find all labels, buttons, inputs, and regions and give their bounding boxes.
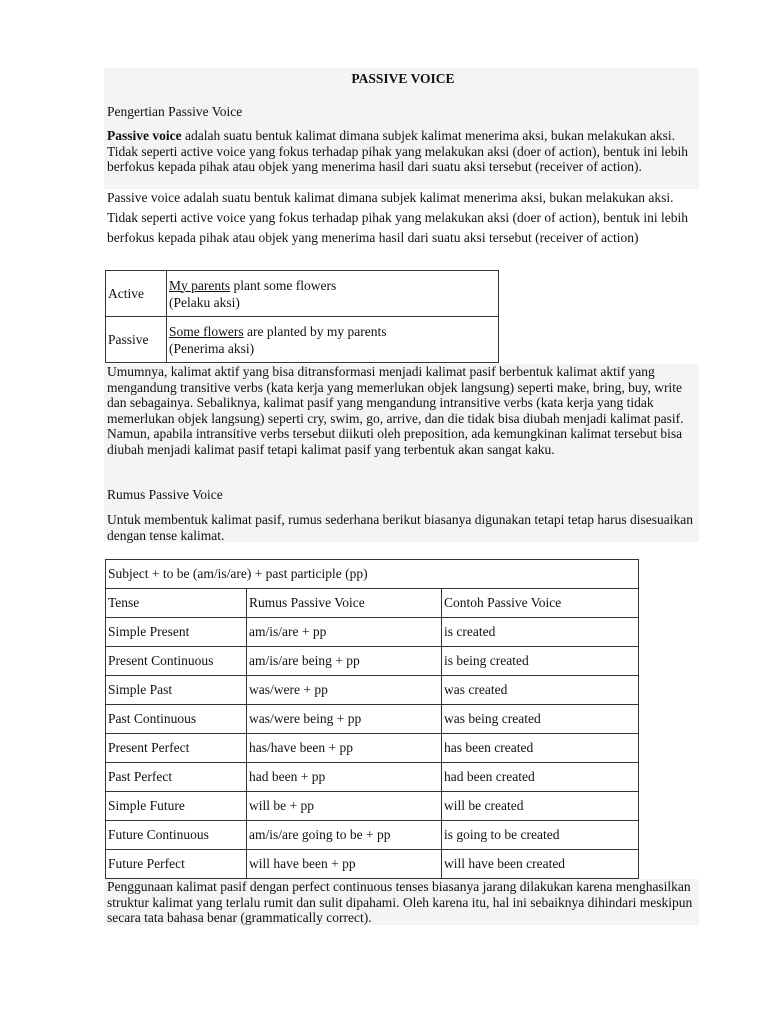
- example-label: Active: [106, 271, 167, 317]
- table-row: [106, 271, 499, 317]
- example-rest: are planted by my parents: [243, 323, 387, 339]
- example-sentence-cell: [167, 271, 499, 317]
- formula-pattern-cell: had been + pp: [247, 763, 442, 792]
- column-header: Rumus Passive Voice: [247, 589, 442, 618]
- table-row: [106, 821, 639, 850]
- formula-pattern-cell: am/is/are being + pp: [247, 647, 442, 676]
- table-row: [106, 763, 639, 792]
- table-row: [106, 618, 639, 647]
- example-table: [105, 270, 499, 363]
- example-sentence: [169, 277, 496, 294]
- example-cell: is going to be created: [442, 821, 639, 850]
- table-row: [106, 705, 639, 734]
- paragraph-transitive-text: Umumnya, kalimat aktif yang bisa ditransformasi menjadi kalimat pasif berbentuk kalimat aktif yang mengandung transitive verbs (kata kerja yang memerlukan objek langsung) seperti make, bring, buy, write dan sebagainya. Sebaliknya, kalimat pasif yang mengandung intransitive verbs (kata kerja yang tidak memerlukan objek langsung) seperti cry, swim, go, arrive, dan die tidak bisa diubah menjadi kalimat pasif.: [107, 364, 684, 426]
- example-cell: was created: [442, 676, 639, 705]
- example-cell: had been created: [442, 763, 639, 792]
- column-header: Contoh Passive Voice: [442, 589, 639, 618]
- paragraph-definition-repeat: Passive voice adalah suatu bentuk kalimat dimana subjek kalimat menerima aksi, bukan melakukan aksi. Tidak seperti active voice yang fokus terhadap pihak yang melakukan aksi (doer of action), bentuk ini lebih berfokus kepada pihak atau objek yang menerima hasil dari suatu aksi tersebut (receiver of action): [107, 190, 688, 245]
- tense-cell: Future Perfect: [106, 850, 247, 879]
- example-sentence: [169, 323, 496, 340]
- formula-pattern-cell: has/have been + pp: [247, 734, 442, 763]
- example-cell: has been created: [442, 734, 639, 763]
- example-note: (Penerima aksi): [169, 340, 255, 356]
- table-row: [106, 850, 639, 879]
- tense-cell: Future Continuous: [106, 821, 247, 850]
- paragraph-transitive: [107, 364, 699, 457]
- example-cell: will have been created: [442, 850, 639, 879]
- section-heading-rumus: Rumus Passive Voice: [107, 487, 223, 502]
- tense-cell: Past Perfect: [106, 763, 247, 792]
- formula-cell: Subject + to be (am/is/are) + past participle (pp): [106, 560, 639, 589]
- table-row: [106, 560, 639, 589]
- paragraph-definition: [107, 128, 699, 175]
- tense-cell: Simple Past: [106, 676, 247, 705]
- example-rest: plant some flowers: [230, 277, 337, 293]
- tense-cell: Present Continuous: [106, 647, 247, 676]
- table-row: [106, 317, 499, 363]
- tense-cell: Simple Future: [106, 792, 247, 821]
- formula-pattern-cell: am/is/are going to be + pp: [247, 821, 442, 850]
- formula-pattern-cell: will have been + pp: [247, 850, 442, 879]
- formula-pattern-cell: am/is/are + pp: [247, 618, 442, 647]
- term-passive-voice: Passive voice: [107, 128, 182, 143]
- page-title: PASSIVE VOICE: [351, 71, 455, 86]
- table-row: [106, 676, 639, 705]
- formula-pattern-cell: was/were being + pp: [247, 705, 442, 734]
- rumus-table: [105, 559, 639, 879]
- example-subject: Some flowers: [169, 323, 244, 339]
- formula-pattern-cell: was/were + pp: [247, 676, 442, 705]
- example-cell: is being created: [442, 647, 639, 676]
- tense-cell: Present Perfect: [106, 734, 247, 763]
- section-heading-pengertian: Pengertian Passive Voice: [107, 104, 243, 119]
- example-subject: My parents: [169, 277, 231, 293]
- table-header-row: [106, 589, 639, 618]
- paragraph-rumus-intro: Untuk membentuk kalimat pasif, rumus sederhana berikut biasanya digunakan tetapi tetap harus disesuaikan dengan tense kalimat.: [107, 512, 693, 543]
- table-row: [106, 734, 639, 763]
- example-label: Passive: [106, 317, 167, 363]
- tense-cell: Simple Present: [106, 618, 247, 647]
- formula-pattern-cell: will be + pp: [247, 792, 442, 821]
- column-header: Tense: [106, 589, 247, 618]
- paragraph-perfect-continuous: Penggunaan kalimat pasif dengan perfect continuous tenses biasanya jarang dilakukan karena menghasilkan struktur kalimat yang terlalu rumit dan sulit dipahami. Oleh karena itu, hal ini sebaiknya dihindari meskipun secara tata bahasa benar (grammatically correct).: [107, 879, 693, 925]
- example-note: (Pelaku aksi): [169, 294, 240, 310]
- example-cell: was being created: [442, 705, 639, 734]
- definition-text: adalah suatu bentuk kalimat dimana subjek kalimat menerima aksi, bukan melakukan aksi. Tidak seperti active voice yang fokus terhadap pihak yang melakukan aksi (doer of action), bentuk ini lebih berfokus kepada pihak atau objek yang menerima hasil dari suatu aksi tersebut (receiver of action).: [107, 128, 688, 174]
- example-cell: will be created: [442, 792, 639, 821]
- example-sentence-cell: [167, 317, 499, 363]
- paragraph-preposition-text: Namun, apabila intransitive verbs tersebut diikuti oleh preposition, ada kemungkinan kalimat tersebut bisa diubah menjadi kalimat pasif tetapi kalimat pasif yang terbentuk akan sangat kaku.: [107, 426, 683, 457]
- table-row: [106, 792, 639, 821]
- tense-cell: Past Continuous: [106, 705, 247, 734]
- table-row: [106, 647, 639, 676]
- example-cell: is created: [442, 618, 639, 647]
